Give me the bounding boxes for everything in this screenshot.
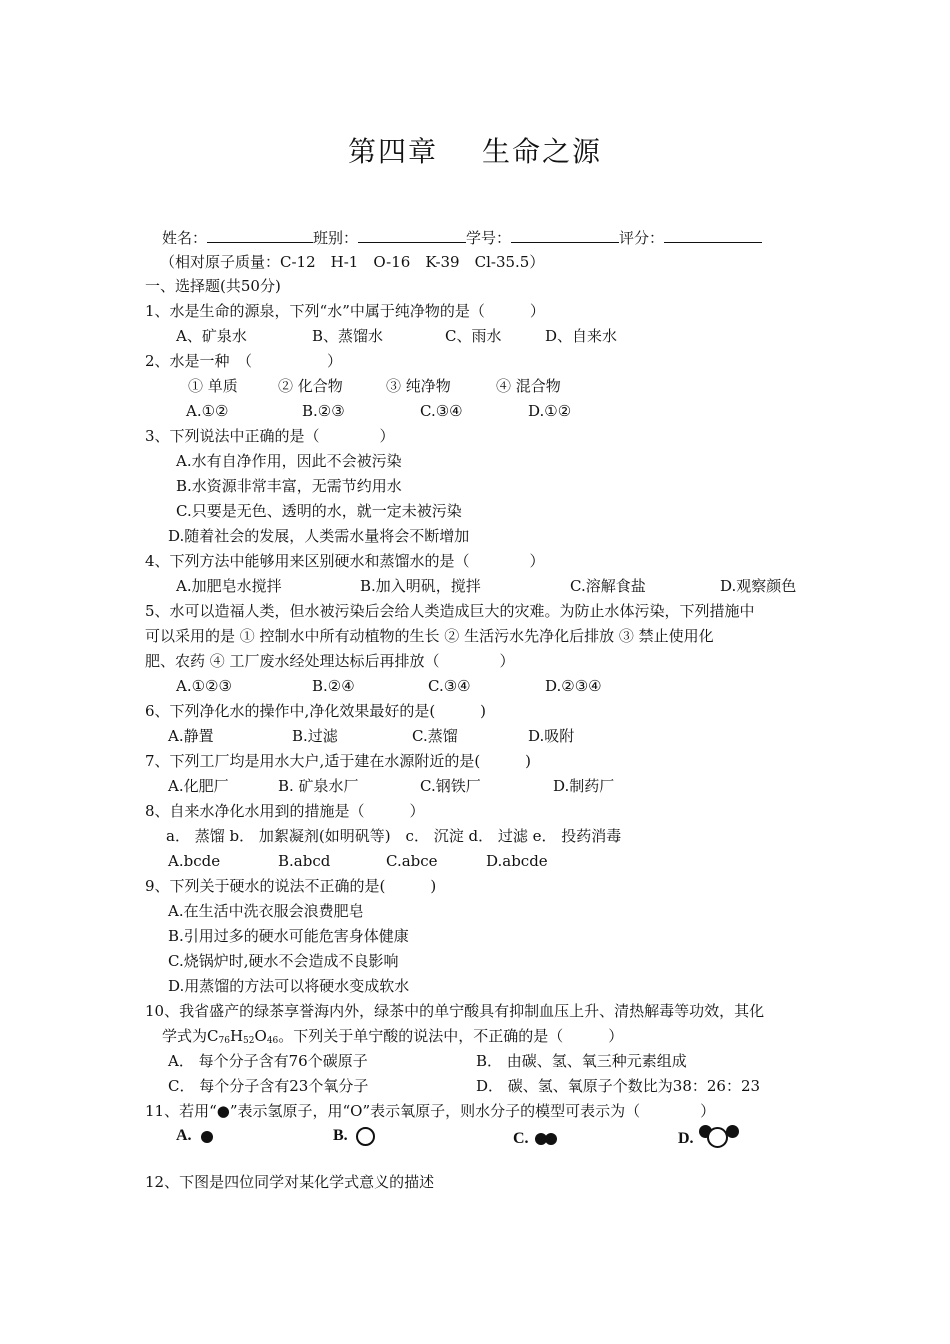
q11-option-d-label: D. [678,1130,694,1147]
q2-option-b: B.②③ [302,402,345,420]
q2-option-a: A.①② [186,402,229,420]
q3-option-b: B.水资源非常丰富，无需节约用水 [176,477,402,495]
q10-formula-prefix: 学式为 [162,1027,208,1045]
question-11-stem: 11、若用“●”表示氢原子，用“O”表示氧原子，则水分子的模型可表示为（ ） [145,1102,716,1120]
q2-option-c: C.③④ [420,402,463,420]
q3-option-a: A.水有自净作用，因此不会被污染 [176,452,402,470]
q1-option-a: A、矿泉水 [176,327,247,345]
student-info-row [162,228,762,248]
atomic-mass-note: （相对原子质量：C-12 H-1 O-16 K-39 Cl-35.5） [160,253,545,271]
section-heading: 一、选择题(共50分) [145,277,281,295]
q6-option-a: A.静置 [168,727,214,745]
q6-option-d: D.吸附 [528,727,575,745]
q5-option-d: D.②③④ [545,677,602,695]
id-blank [511,228,619,243]
q8-option-d: D.abcde [486,852,548,870]
q10-option-b: B． 由碳、氢、氧三种元素组成 [476,1052,687,1070]
question-9-stem: 9、下列关于硬水的说法不正确的是( ) [145,877,437,895]
formula-h-count: 52 [243,1036,255,1046]
q2-item-3: ③ 纯净物 [386,377,451,395]
question-5-line-1: 5、水可以造福人类，但水被污染后会给人类造成巨大的灾难。为防止水体污染，下列措施中 [145,602,755,620]
q6-option-c: C.蒸馏 [412,727,458,745]
q5-option-c: C.③④ [428,677,471,695]
question-10-line-1: 10、我省盛产的绿茶享誉海内外，绿茶中的单宁酸具有抑制血压上升、清热解毒等功效，其化 [145,1002,765,1020]
question-5-line-3: 肥、农药 ④ 工厂废水经处理达标后再排放（ ） [145,652,515,670]
q8-option-a: A.bcde [168,852,221,870]
question-7-stem: 7、下列工厂均是用水大户,适于建在水源附近的是( ) [145,752,532,770]
hydrogen-atom-icon [201,1131,213,1143]
q10-option-c: C． 每个分子含有23个氧分子 [168,1077,369,1095]
question-2-stem: 2、水是一种 （ ） [145,352,343,370]
q7-option-a: A.化肥厂 [168,777,229,795]
q8-option-b: B.abcd [278,852,331,870]
q4-option-c: C.溶解食盐 [570,577,646,595]
q2-item-1: ① 单质 [188,377,238,395]
formula-o-count: 46 [266,1036,279,1046]
q4-option-a: A.加肥皂水搅拌 [176,577,282,595]
score-label: 评分： [619,229,665,247]
q10-option-d: D． 碳、氢、氧原子个数比为38：26：23 [476,1077,761,1095]
question-3-stem: 3、下列说法中正确的是（ ） [145,427,395,445]
q8-measures: a． 蒸馏 b． 加絮凝剂(如明矾等) c． 沉淀 d． 过滤 e． 投药消毒 [166,827,622,845]
q10-option-a: A． 每个分子含有76个碳原子 [168,1052,368,1070]
chapter-number: 第四章 [347,135,438,168]
chapter-name: 生命之源 [482,135,603,168]
q1-option-b: B、蒸馏水 [312,327,384,345]
chemical-formula [207,1027,278,1045]
q2-item-4: ④ 混合物 [496,377,561,395]
question-12-stem: 12、下图是四位同学对某化学式意义的描述 [145,1173,435,1191]
formula-c-count: 76 [218,1036,230,1046]
q1-option-d: D、自来水 [545,327,618,345]
q2-option-d: D.①② [528,402,572,420]
name-blank [207,228,313,243]
q2-item-2: ② 化合物 [278,377,343,395]
q10-stem-rest: 。下列关于单宁酸的说法中，不正确的是（ ） [278,1027,624,1045]
q1-option-c: C、雨水 [445,327,502,345]
q7-option-b: B. 矿泉水厂 [278,777,359,795]
id-label: 学号： [466,229,512,247]
class-blank [358,228,466,243]
q5-option-a: A.①②③ [176,677,232,695]
hydrogen-atom-icon [545,1133,557,1145]
name-label: 姓名： [162,229,208,247]
page-title [0,130,950,170]
q11-option-b-label: B. [333,1127,348,1144]
oxygen-atom-icon [356,1127,375,1146]
formula-o: O [254,1027,267,1045]
q9-option-a: A.在生活中洗衣服会浪费肥皂 [168,902,364,920]
question-5-line-2: 可以采用的是 ① 控制水中所有动植物的生长 ② 生活污水先净化后排放 ③ 禁止使用化 [145,627,714,645]
q9-option-c: C.烧锅炉时,硬水不会造成不良影响 [168,952,399,970]
question-8-stem: 8、自来水净化水用到的措施是（ ） [145,802,425,820]
q4-option-b: B.加入明矾，搅拌 [360,577,481,595]
question-10-line-2 [162,1026,623,1051]
q4-option-d: D.观察颜色 [720,577,797,595]
q9-option-d: D.用蒸馏的方法可以将硬水变成软水 [168,977,410,995]
q7-option-d: D.制药厂 [553,777,615,795]
q8-option-c: C.abce [386,852,438,870]
formula-c: C [207,1027,219,1045]
question-4-stem: 4、下列方法中能够用来区别硬水和蒸馏水的是（ ） [145,552,545,570]
class-label: 班别： [313,229,359,247]
formula-h: H [229,1027,244,1045]
hydrogen-atom-icon [726,1125,739,1138]
q3-option-d: D.随着社会的发展，人类需水量将会不断增加 [168,527,470,545]
q7-option-c: C.钢铁厂 [420,777,481,795]
q11-option-c-label: C. [513,1130,529,1147]
q5-option-b: B.②④ [312,677,355,695]
oxygen-atom-icon [707,1127,728,1148]
score-blank [664,228,762,243]
q9-option-b: B.引用过多的硬水可能危害身体健康 [168,927,409,945]
question-6-stem: 6、下列净化水的操作中,净化效果最好的是( ) [145,702,487,720]
question-1-stem: 1、水是生命的源泉，下列“水”中属于纯净物的是（ ） [145,302,545,320]
q6-option-b: B.过滤 [292,727,338,745]
q11-option-a-label: A. [176,1127,192,1144]
q3-option-c: C.只要是无色、透明的水，就一定未被污染 [176,502,462,520]
